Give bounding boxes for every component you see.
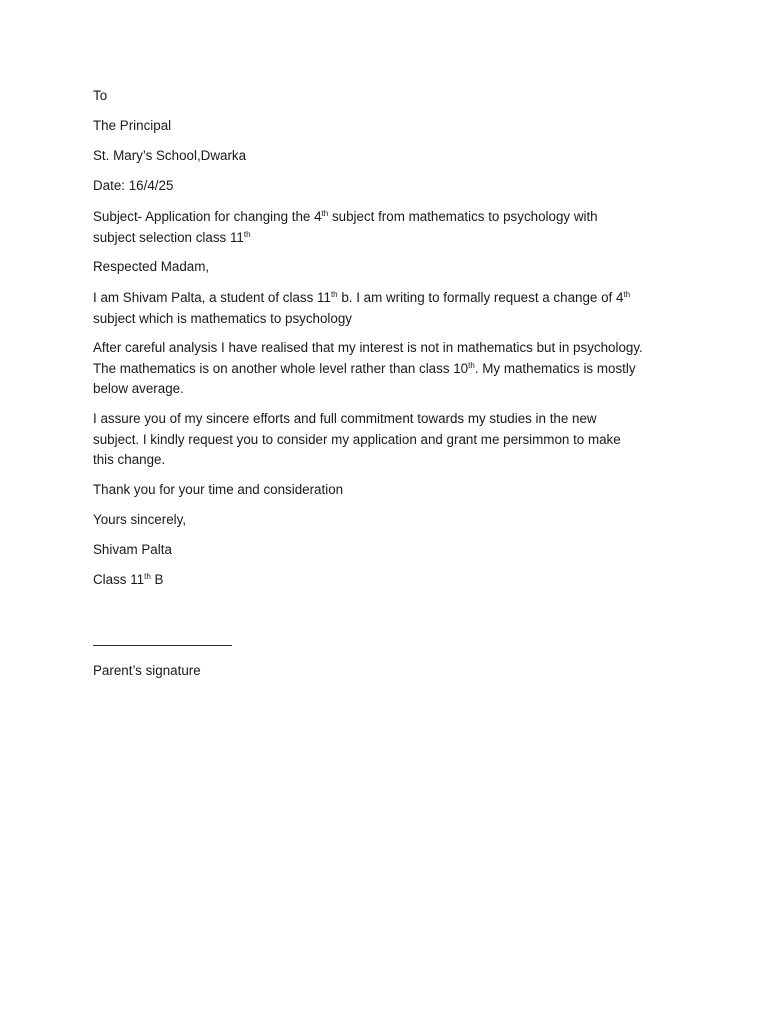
letter-salutation: Respected Madam, xyxy=(93,259,210,274)
letter-school: St. Mary’s School,Dwarka xyxy=(93,148,247,163)
letter-assurance xyxy=(93,409,688,471)
letter-to: To xyxy=(93,88,108,103)
letter-subject-line-2: subject selection class 11th xyxy=(93,229,251,245)
letter-intro-line-2: subject which is mathematics to psychology xyxy=(93,310,352,326)
letter-analysis-line-3: below average. xyxy=(93,381,184,396)
letter-intro-line-1: I am Shivam Palta, a student of class 11th b. I am writing to formally request a change of 4th xyxy=(93,289,631,305)
letter-thanks: Thank you for your time and consideration xyxy=(93,482,344,497)
letter-sender-class: Class 11th B xyxy=(93,571,164,587)
letter-subject xyxy=(93,207,688,248)
parent-signature-label: Parent’s signature xyxy=(93,663,201,678)
letter-subject-line-1: Subject- Application for changing the 4th subject from mathematics to psychology with xyxy=(93,208,598,224)
letter-assurance-line-2: subject. I kindly request you to consider my application and grant me persimmon to make xyxy=(93,431,621,447)
letter-assurance-line-1: I assure you of my sincere efforts and full commitment towards my studies in the new xyxy=(93,411,597,426)
letter-closing: Yours sincerely, xyxy=(93,512,187,527)
letter-analysis-line-2: The mathematics is on another whole level rather than class 10th. My mathematics is mostly xyxy=(93,360,636,376)
letter-assurance-line-3: this change. xyxy=(93,452,166,467)
letter-date: Date: 16/4/25 xyxy=(93,178,174,193)
letter-intro xyxy=(93,288,688,329)
signature-line xyxy=(93,645,232,646)
letter-recipient: The Principal xyxy=(93,118,172,133)
letter-analysis xyxy=(93,338,688,400)
letter-sender-name: Shivam Palta xyxy=(93,542,172,557)
letter-analysis-line-1: After careful analysis I have realised that my interest is not in mathematics but in psychology. xyxy=(93,340,643,355)
